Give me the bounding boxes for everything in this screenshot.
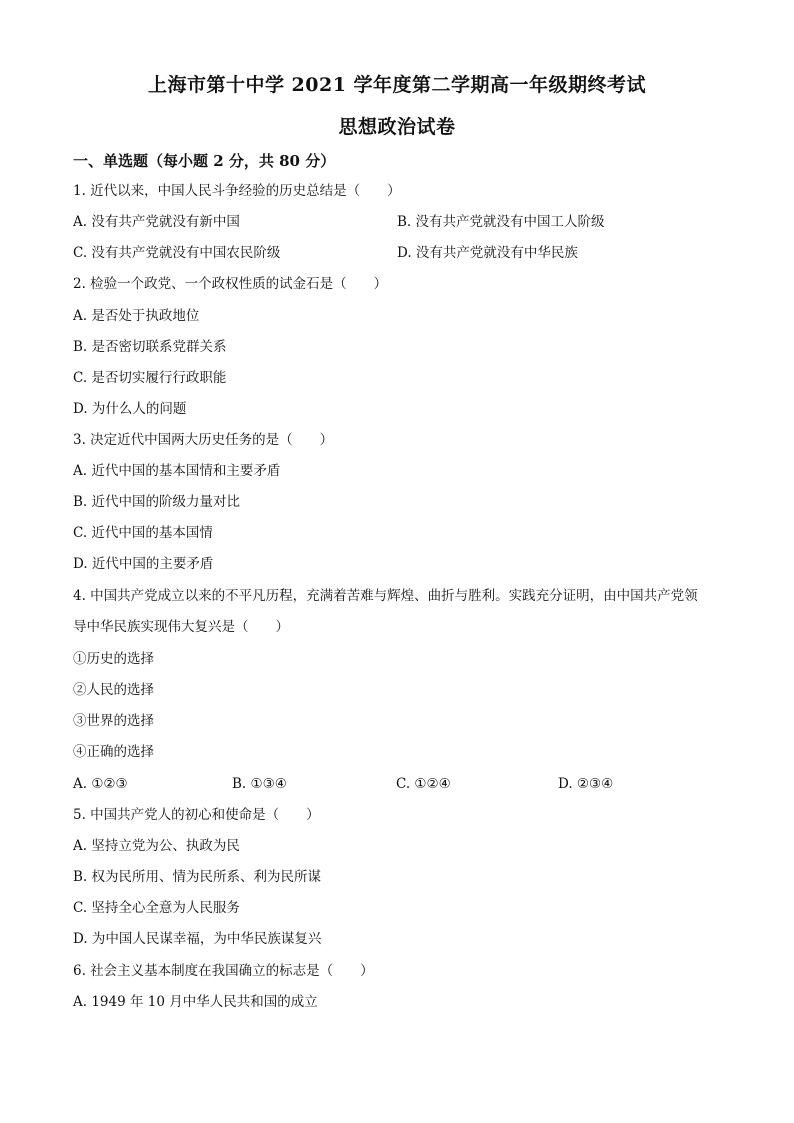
question-3-option-c[interactable]: C. 近代中国的基本国情 xyxy=(73,525,213,541)
question-1-option-a[interactable]: A. 没有共产党就没有新中国 xyxy=(73,214,240,230)
question-2-option-a[interactable]: A. 是否处于执政地位 xyxy=(73,308,200,324)
exam-subtitle: 思想政治试卷 xyxy=(338,116,456,138)
question-3-stem: 3. 决定近代中国两大历史任务的是（ ） xyxy=(73,432,334,448)
question-4-option-a[interactable]: A. ①②③ xyxy=(73,776,128,792)
question-5-option-a[interactable]: A. 坚持立党为公、执政为民 xyxy=(73,838,240,854)
question-4-stem-line-1: 4. 中国共产党成立以来的不平凡历程，充满着苦难与辉煌、曲折与胜利。实践充分证明，由中国共产党领 xyxy=(73,588,698,604)
question-2-option-b[interactable]: B. 是否密切联系党群关系 xyxy=(73,339,227,355)
question-4-statement-3: ③世界的选择 xyxy=(73,713,154,729)
question-1-option-b[interactable]: B. 没有共产党就没有中国工人阶级 xyxy=(397,214,605,230)
question-4-options-row xyxy=(73,774,614,794)
question-3-option-d[interactable]: D. 近代中国的主要矛盾 xyxy=(73,556,214,572)
question-3-option-b[interactable]: B. 近代中国的阶级力量对比 xyxy=(73,494,241,510)
question-4-statement-1: ①历史的选择 xyxy=(73,651,154,667)
question-5-option-d[interactable]: D. 为中国人民谋幸福，为中华民族谋复兴 xyxy=(73,931,322,947)
question-4-stem-line-2: 导中华民族实现伟大复兴是（ ） xyxy=(73,619,289,635)
question-6-stem: 6. 社会主义基本制度在我国确立的标志是（ ） xyxy=(73,963,374,979)
question-4-option-d[interactable]: D. ②③④ xyxy=(558,776,614,792)
question-1-options-row-1 xyxy=(73,212,605,232)
question-5-option-b[interactable]: B. 权为民所用、情为民所系、利为民所谋 xyxy=(73,869,322,885)
question-2-option-c[interactable]: C. 是否切实履行行政职能 xyxy=(73,370,227,386)
question-6-option-a[interactable]: A. 1949 年 10 月中华人民共和国的成立 xyxy=(73,994,318,1010)
question-4-option-c[interactable]: C. ①②④ xyxy=(396,776,451,792)
question-1-option-d[interactable]: D. 没有共产党就没有中华民族 xyxy=(397,245,578,261)
question-2-option-d[interactable]: D. 为什么人的问题 xyxy=(73,401,187,417)
question-4-statement-4: ④正确的选择 xyxy=(73,744,154,760)
question-2-stem: 2. 检验一个政党、一个政权性质的试金石是（ ） xyxy=(73,276,388,292)
question-4-statement-2: ②人民的选择 xyxy=(73,682,154,698)
question-4-option-b[interactable]: B. ①③④ xyxy=(232,776,287,792)
exam-title: 上海市第十中学 2021 学年度第二学期高一年级期终考试 xyxy=(147,74,647,96)
question-3-option-a[interactable]: A. 近代中国的基本国情和主要矛盾 xyxy=(73,463,281,479)
question-5-option-c[interactable]: C. 坚持全心全意为人民服务 xyxy=(73,900,240,916)
question-5-stem: 5. 中国共产党人的初心和使命是（ ） xyxy=(73,807,320,823)
section-heading: 一、单选题（每小题 2 分，共 80 分） xyxy=(73,152,336,170)
question-1-options-row-2 xyxy=(73,243,578,263)
question-1-stem: 1. 近代以来，中国人民斗争经验的历史总结是（ ） xyxy=(73,183,401,199)
question-1-option-c[interactable]: C. 没有共产党就没有中国农民阶级 xyxy=(73,245,281,261)
